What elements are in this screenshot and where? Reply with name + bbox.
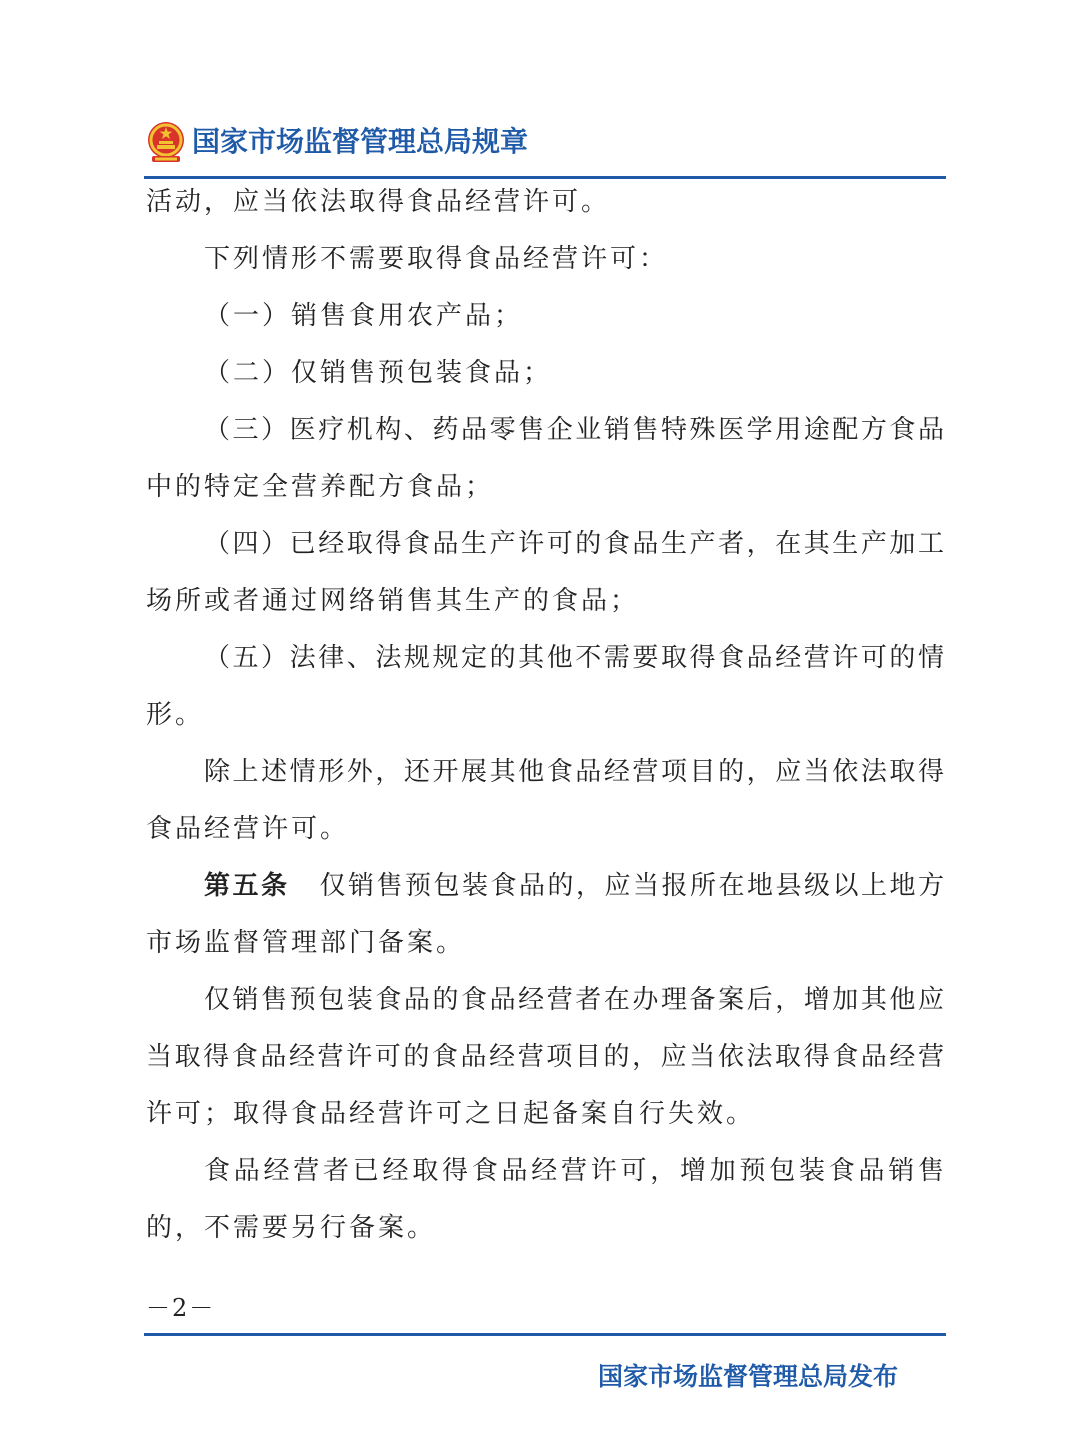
body-line: （一）销售食用农产品； bbox=[204, 301, 524, 331]
document-header bbox=[146, 120, 946, 170]
body-line: 食品经营许可。 bbox=[146, 814, 350, 844]
footer-publisher: 国家市场监督管理总局发布 bbox=[598, 1362, 899, 1391]
national-emblem-icon bbox=[146, 120, 186, 164]
body-line: 活动，应当依法取得食品经营许可。 bbox=[146, 187, 611, 217]
body-line: （四）已经取得食品生产许可的食品生产者，在其生产加工 bbox=[204, 529, 944, 559]
body-line: 当取得食品经营许可的食品经营项目的，应当依法取得食品经营 bbox=[146, 1042, 944, 1072]
body-line: 仅销售预包装食品的食品经营者在办理备案后，增加其他应 bbox=[204, 985, 944, 1015]
body-line: 的，不需要另行备案。 bbox=[146, 1213, 437, 1243]
body-line: 形。 bbox=[146, 700, 205, 730]
body-line: 下列情形不需要取得食品经营许可： bbox=[204, 244, 669, 274]
body-line: 场所或者通过网络销售其生产的食品； bbox=[146, 586, 640, 616]
body-line: 许可；取得食品经营许可之日起备案自行失效。 bbox=[146, 1099, 756, 1129]
article-text: 仅销售预包装食品的，应当报所在地县级以上地方 bbox=[319, 871, 944, 901]
article-heading-line bbox=[204, 866, 944, 906]
body-line: （五）法律、法规规定的其他不需要取得食品经营许可的情 bbox=[204, 643, 944, 673]
header-divider bbox=[144, 176, 946, 179]
page-number: －2－ bbox=[146, 1294, 216, 1322]
body-line: 市场监督管理部门备案。 bbox=[146, 928, 466, 958]
body-line: （三）医疗机构、药品零售企业销售特殊医学用途配方食品 bbox=[204, 415, 944, 445]
header-title: 国家市场监督管理总局规章 bbox=[192, 125, 529, 158]
body-line: 中的特定全营养配方食品； bbox=[146, 472, 495, 502]
footer-divider bbox=[144, 1333, 946, 1336]
body-line: 除上述情形外，还开展其他食品经营项目的，应当依法取得 bbox=[204, 757, 944, 787]
body-line: 食品经营者已经取得食品经营许可，增加预包装食品销售 bbox=[204, 1156, 944, 1186]
body-line: （二）仅销售预包装食品； bbox=[204, 358, 553, 388]
article-label: 第五条 bbox=[204, 871, 290, 901]
